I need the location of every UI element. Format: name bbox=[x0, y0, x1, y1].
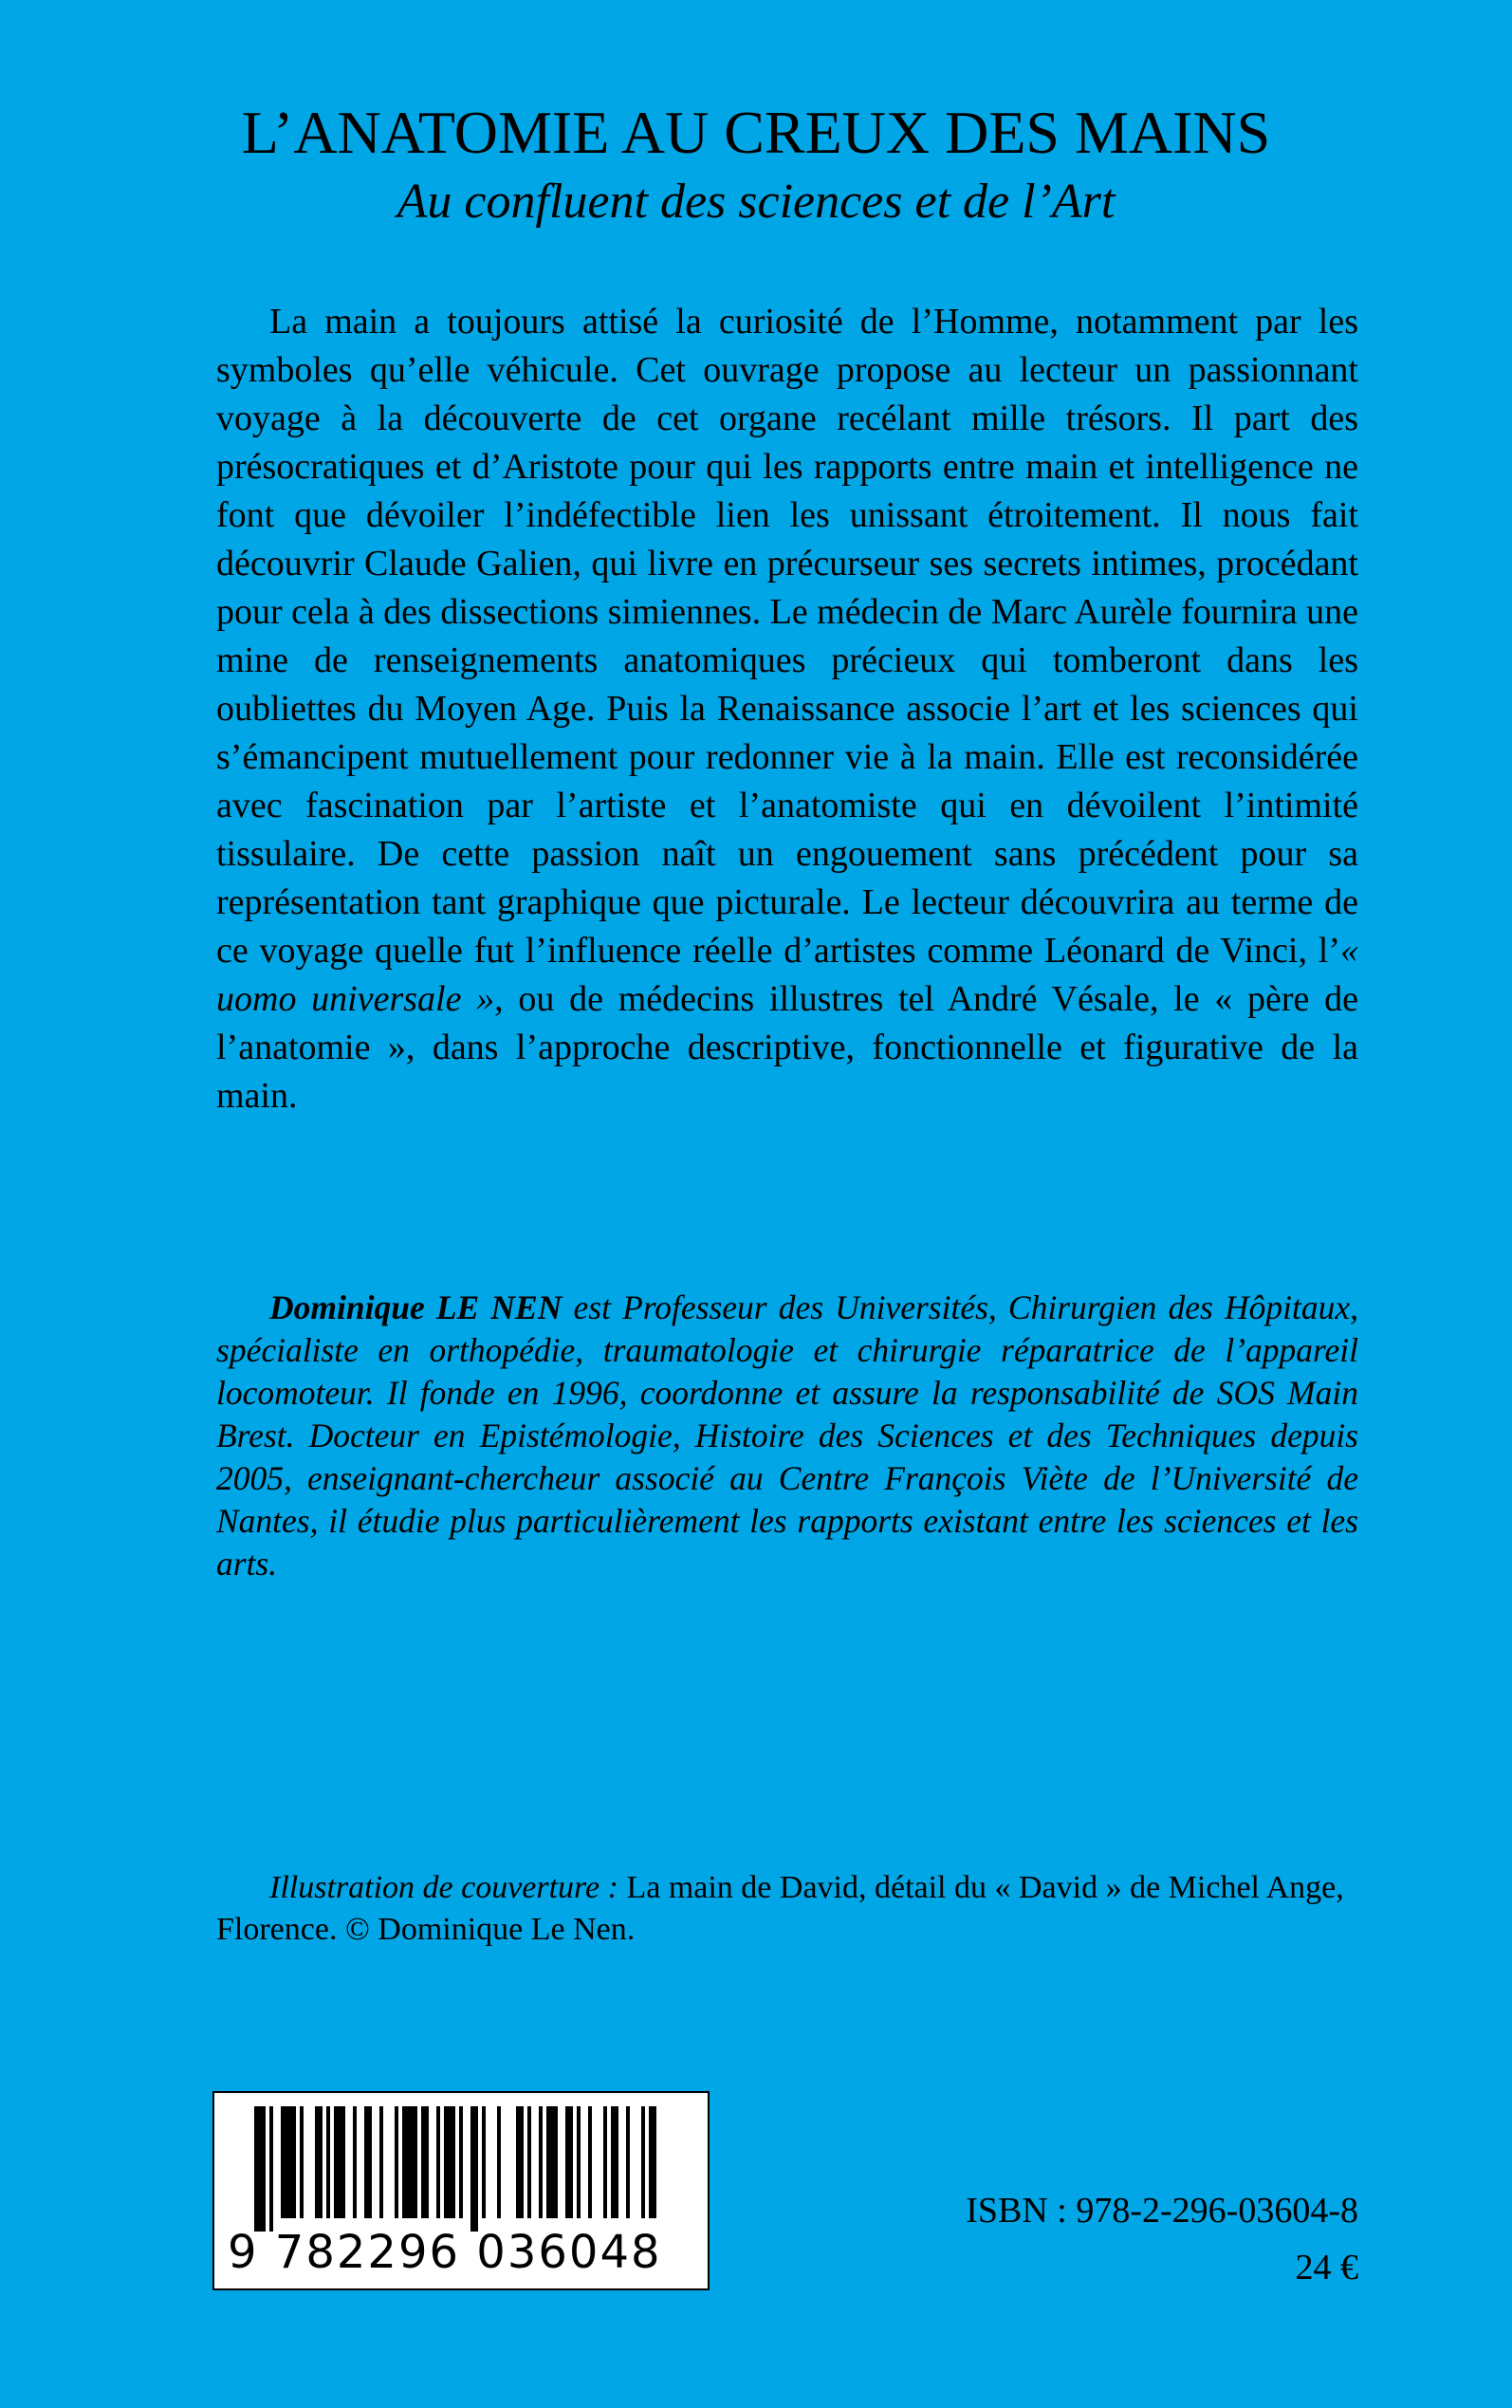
barcode-bar bbox=[527, 2106, 531, 2218]
cover-illustration-credit bbox=[216, 1867, 1358, 1951]
summary-ending: , ou de médecins illustres tel André Vésale, le « père de l’anatomie », dans l’approche descriptive, fonctionnelle et figurative de la main. bbox=[216, 979, 1358, 1116]
isbn-barcode bbox=[212, 2091, 710, 2290]
barcode-bar bbox=[497, 2106, 501, 2218]
barcode-bar bbox=[539, 2106, 543, 2218]
author-bio bbox=[216, 1287, 1358, 1585]
summary-paragraph bbox=[216, 298, 1358, 1121]
price: 24 € bbox=[1295, 2248, 1358, 2288]
barcode-bar bbox=[565, 2106, 573, 2218]
summary-text bbox=[216, 298, 1358, 1121]
barcode-bar bbox=[482, 2106, 486, 2218]
credit-label: Illustration de couverture : bbox=[269, 1870, 618, 1905]
barcode-bar bbox=[459, 2106, 463, 2218]
author-name: Dominique LE NEN bbox=[269, 1288, 562, 1326]
summary-main: La main a toujours attisé la curiosité de l’Homme, notamment par les symboles qu’elle véhicule. Cet ouvrage propose au lecteur un passionnant voyage à la découverte de cet organe recélant mille trésors. Il part des présocratiques et d’Aristote pour qui les rapports entre main et intelligence ne font que dévoiler l’indéfectible lien les unissant étroitement. Il nous fait découvrir Claude Galien, qui livre en précurseur ses secrets intimes, procédant pour cela à des dissections simiennes. Le médecin de Marc Aurèle fournira une mine de renseignements anatomiques précieux qui tomberont dans les oubliettes du Moyen Age. Puis la Renaissance associe l’art et les sciences qui s’émancipent mutuellement pour redonner vie à la main. Elle est reconsidérée avec fascination par l’artiste et l’anatomiste qui en dévoilent l’intimité tissulaire. De cette passion naît un engouement sans précédent pour sa représentation tant graphique que picturale. Le lecteur découvrira au terme de ce voyage quelle fut l’influence réelle d’artistes comme Léonard de Vinci, l’ bbox=[216, 302, 1358, 971]
barcode-bar bbox=[300, 2106, 304, 2218]
book-subtitle: Au confluent des sciences et de l’Art bbox=[396, 175, 1116, 229]
barcode-bar bbox=[546, 2106, 558, 2218]
barcode-bar bbox=[269, 2106, 273, 2232]
barcode-bar bbox=[588, 2106, 592, 2218]
book-title: L’ANATOMIE AU CREUX DES MAINS bbox=[241, 99, 1271, 166]
barcode-bar bbox=[353, 2106, 357, 2218]
barcode-bar bbox=[436, 2106, 440, 2218]
barcode-bar bbox=[421, 2106, 429, 2218]
barcode-bar bbox=[281, 2106, 296, 2218]
barcode-bar bbox=[516, 2106, 524, 2218]
barcode-bar bbox=[470, 2106, 478, 2232]
barcode-bar bbox=[402, 2106, 417, 2218]
barcode-bar bbox=[444, 2106, 455, 2218]
barcode-bar bbox=[379, 2106, 383, 2218]
author-bio-text: est Professeur des Universités, Chirurgien des Hôpitaux, spécialiste en orthopédie, traumatologie et chirurgie réparatrice de l’appareil locomoteur. Il fonde en 1996, coordonne et assure la responsabilité de SOS Main Brest. Docteur en Epistémologie, Histoire des Sciences et des Techniques depuis 2005, enseignant-chercheur associé au Centre François Viète de l’Université de Nantes, il étudie plus particulièrement les rapports existant entre les sciences et les arts. bbox=[216, 1288, 1358, 1583]
barcode-bar bbox=[649, 2106, 656, 2218]
barcode-bar bbox=[603, 2106, 607, 2218]
barcode-bar bbox=[611, 2106, 618, 2218]
barcode-bar bbox=[326, 2106, 330, 2218]
barcode-bar bbox=[254, 2106, 266, 2232]
summary-italic-phrase: « uomo universale » bbox=[216, 931, 1358, 1019]
barcode-bar bbox=[577, 2106, 581, 2218]
barcode-bar bbox=[315, 2106, 323, 2218]
barcode-bar bbox=[395, 2106, 398, 2218]
barcode-bar bbox=[334, 2106, 345, 2218]
barcode-bar bbox=[641, 2106, 645, 2218]
barcode-bar bbox=[364, 2106, 372, 2218]
barcode-digits: 9 782296 036048 bbox=[228, 2226, 662, 2279]
credit-text: La main de David, détail du « David » de Michel Ange, Florence. © Dominique Le Nen. bbox=[216, 1870, 1344, 1947]
barcode-bar bbox=[626, 2106, 630, 2218]
isbn-number: ISBN : 978-2-296-03604-8 bbox=[966, 2191, 1358, 2231]
